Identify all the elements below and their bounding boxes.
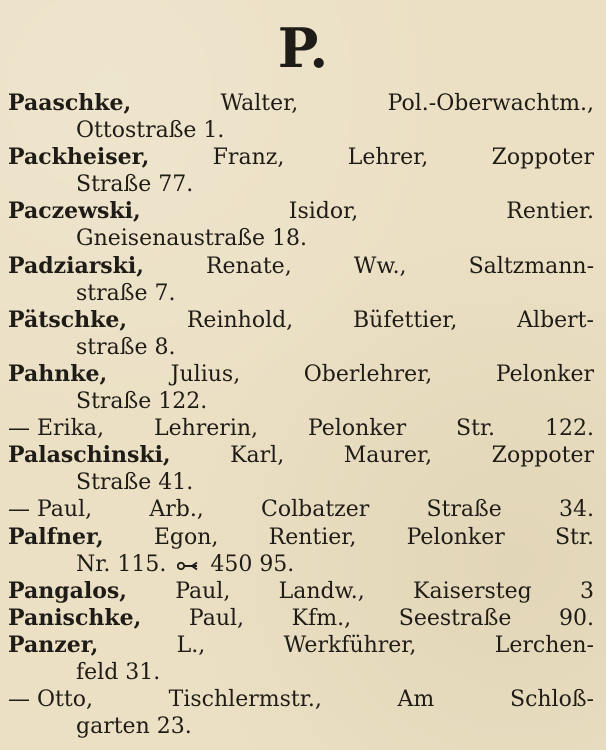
- entry-sub-name: — Paul,: [8, 497, 93, 523]
- entry-text: Zoppoter: [491, 145, 594, 171]
- entry-continuation: [8, 334, 594, 361]
- entry-address: Ottostraße 1.: [76, 118, 225, 144]
- entry-line: [8, 632, 594, 659]
- entry-continuation: [8, 659, 594, 686]
- entry-pangalos: [8, 578, 594, 605]
- entry-text: Seestraße: [398, 605, 512, 631]
- entry-address: garten 23.: [76, 714, 192, 740]
- entry-text: Renate,: [205, 253, 292, 279]
- entry-text: Saltzmann-: [468, 253, 594, 279]
- entry-packheiser: [8, 144, 594, 198]
- entry-paczewski: [8, 198, 594, 252]
- entry-sub-name: — Otto,: [8, 687, 93, 713]
- entry-name: Pahnke,: [8, 360, 108, 387]
- entry-line: [8, 496, 594, 523]
- entry-text: Walter,: [220, 91, 299, 116]
- entry-line: [8, 605, 594, 632]
- entry-address: feld 31.: [76, 659, 161, 685]
- entry-text: 34.: [558, 497, 594, 523]
- entry-palfner: [8, 524, 594, 578]
- entry-text: Oberlehrer,: [303, 361, 433, 387]
- entry-address: Straße 77.: [76, 172, 194, 198]
- entry-name: Pätschke,: [8, 306, 128, 333]
- entry-paetschke: [8, 307, 594, 361]
- entry-continuation: [8, 551, 594, 578]
- entry-text: Pol.-Oberwachtm.,: [387, 91, 594, 116]
- entry-text: Lehrerin,: [153, 416, 259, 442]
- entry-text: Lehrer,: [347, 145, 429, 171]
- entry-line: [8, 361, 594, 388]
- entry-line: [8, 686, 594, 713]
- entry-line: [8, 415, 594, 442]
- entry-text: Büfettier,: [353, 307, 458, 333]
- entry-address: straße 7.: [76, 280, 176, 306]
- entry-address: Nr. 115.: [76, 551, 167, 577]
- entry-text: Kfm.,: [291, 605, 352, 631]
- entry-padziarski: [8, 253, 594, 307]
- entry-name: Pangalos,: [8, 577, 127, 604]
- entry-text: Str.: [554, 524, 594, 550]
- phone-number: 450 95.: [210, 551, 295, 577]
- entry-address: Straße 122.: [76, 389, 208, 415]
- entry-name: Panzer,: [8, 631, 99, 658]
- entry-continuation: [8, 171, 594, 198]
- entry-text: Zoppoter: [491, 443, 594, 469]
- entry-line: [8, 253, 594, 280]
- entry-address: Gneisenaustraße 18.: [76, 226, 308, 252]
- entry-otto: [8, 686, 594, 740]
- entry-continuation: [8, 388, 594, 415]
- entry-line: [8, 144, 594, 171]
- entry-continuation: [8, 117, 594, 144]
- entry-text: Ww.,: [353, 253, 407, 279]
- entry-text: Colbatzer: [261, 497, 370, 523]
- entry-continuation: [8, 225, 594, 252]
- entry-text: Maurer,: [343, 443, 433, 469]
- entry-line: [8, 198, 594, 225]
- entry-text: Kaisersteg: [413, 578, 532, 604]
- entry-line: [8, 578, 594, 605]
- entry-text: Isidor,: [288, 199, 359, 225]
- entry-text: Albert-: [517, 307, 594, 333]
- entry-name: Paczewski,: [8, 198, 141, 225]
- entry-continuation: [8, 713, 594, 740]
- entry-text: Landw.,: [278, 578, 365, 604]
- entry-line: [8, 90, 594, 117]
- entry-text: Str.: [456, 416, 496, 442]
- entry-panzer: [8, 632, 594, 686]
- entry-paul-arb: [8, 496, 594, 523]
- entry-text: Julius,: [170, 361, 241, 387]
- entry-pahnke: [8, 361, 594, 415]
- entry-text: Paul,: [175, 578, 231, 604]
- entry-text: Tischlermstr.,: [168, 687, 322, 713]
- entry-name: Palfner,: [8, 523, 104, 550]
- entry-address: straße 8.: [76, 334, 176, 360]
- entry-text: Straße: [426, 497, 502, 523]
- entry-text: 3: [579, 578, 594, 604]
- entry-line: [8, 307, 594, 334]
- entry-palaschinski: [8, 442, 594, 496]
- entry-sub-name: — Erika,: [8, 416, 105, 442]
- entry-text: Rentier,: [268, 524, 357, 550]
- entry-text: Paul,: [188, 605, 245, 631]
- entry-line: [8, 442, 594, 469]
- entry-text: Pelonker: [406, 524, 505, 550]
- entry-address: Straße 41.: [76, 470, 194, 496]
- entry-name: Padziarski,: [8, 252, 144, 279]
- entry-text: Am: [397, 687, 435, 713]
- entry-continuation: [8, 280, 594, 307]
- entry-panischke: [8, 605, 594, 632]
- entry-text: Rentier.: [506, 199, 594, 225]
- entry-line: [8, 524, 594, 551]
- directory-entries: [8, 90, 594, 740]
- entry-name: Panischke,: [8, 604, 142, 631]
- entry-paaschke: [8, 90, 594, 144]
- entry-erika: [8, 415, 594, 442]
- entry-text: Lerchen-: [494, 632, 594, 658]
- entry-name: Paaschke,: [8, 90, 132, 116]
- entry-text: Franz,: [212, 145, 285, 171]
- entry-text: Arb.,: [149, 497, 204, 523]
- entry-text: Pelonker: [307, 416, 407, 442]
- entry-text: 122.: [544, 416, 594, 442]
- entry-text: Schloß-: [510, 687, 594, 713]
- entry-name: Palaschinski,: [8, 442, 171, 469]
- entry-text: 90.: [558, 605, 594, 631]
- entry-text: Pelonker: [495, 361, 594, 387]
- entry-continuation: [8, 469, 594, 496]
- section-heading: P.: [277, 16, 329, 80]
- entry-text: Reinhold,: [186, 307, 294, 333]
- entry-text: Werkführer,: [283, 632, 417, 658]
- telephone-icon: [177, 560, 199, 572]
- entry-text: Karl,: [230, 443, 285, 469]
- entry-name: Packheiser,: [8, 144, 150, 171]
- entry-text: L.,: [176, 632, 206, 658]
- entry-text: Egon,: [153, 524, 219, 550]
